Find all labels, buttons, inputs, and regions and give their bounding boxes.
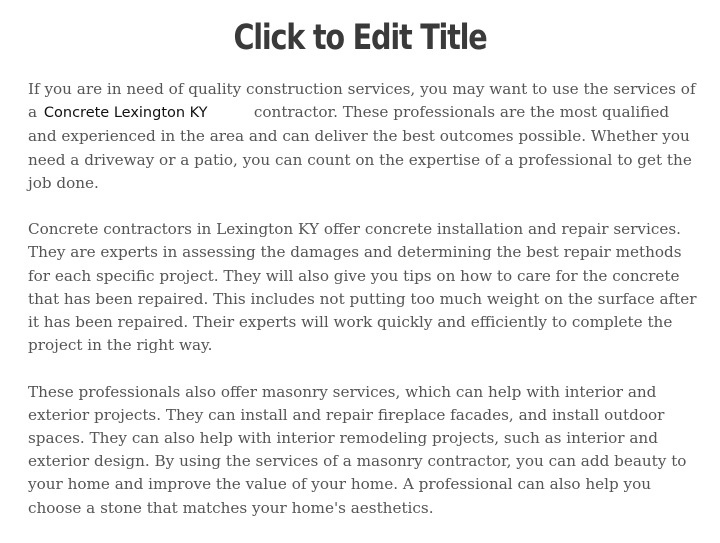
paragraph-3: These professionals also offer masonry services, which can help with interior and exterior projects. They can install and repair fireplace facades, and install outdoor spaces. They can also help with interior remodeling projects, such as interior and exterior design. By using the services of a masonry contractor, you can add beauty to your home and improve the value of your home. A professional can also help you choose a stone that matches your home's aesthetics. (28, 382, 687, 517)
paragraph-1-rest: contractor. These professionals are the most qualified and experienced in the area and can deliver the best outcomes possible. Whether you need a driveway or a patio, you can count on the expertise of a professional to get the job done. (28, 103, 692, 192)
link-wrap (42, 101, 254, 125)
paragraph-1-intro: If you are in need of quality construction services, you may want to use the services of a (28, 80, 696, 122)
slide-body (28, 78, 698, 543)
concrete-lexington-link[interactable]: Concrete Lexington KY (43, 105, 208, 122)
slide-title[interactable]: Click to Edit Title (233, 18, 487, 58)
paragraph-1 (28, 78, 698, 195)
paragraph-2: Concrete contractors in Lexington KY offer concrete installation and repair services. They are experts in assessing the damages and determining the best repair methods for each specific project. They will also give you tips on how to care for the concrete that has been repaired. This includes not putting too much weight on the surface after it has been repaired. Their experts will work quickly and efficiently to complete the project in the right way. (28, 220, 697, 355)
